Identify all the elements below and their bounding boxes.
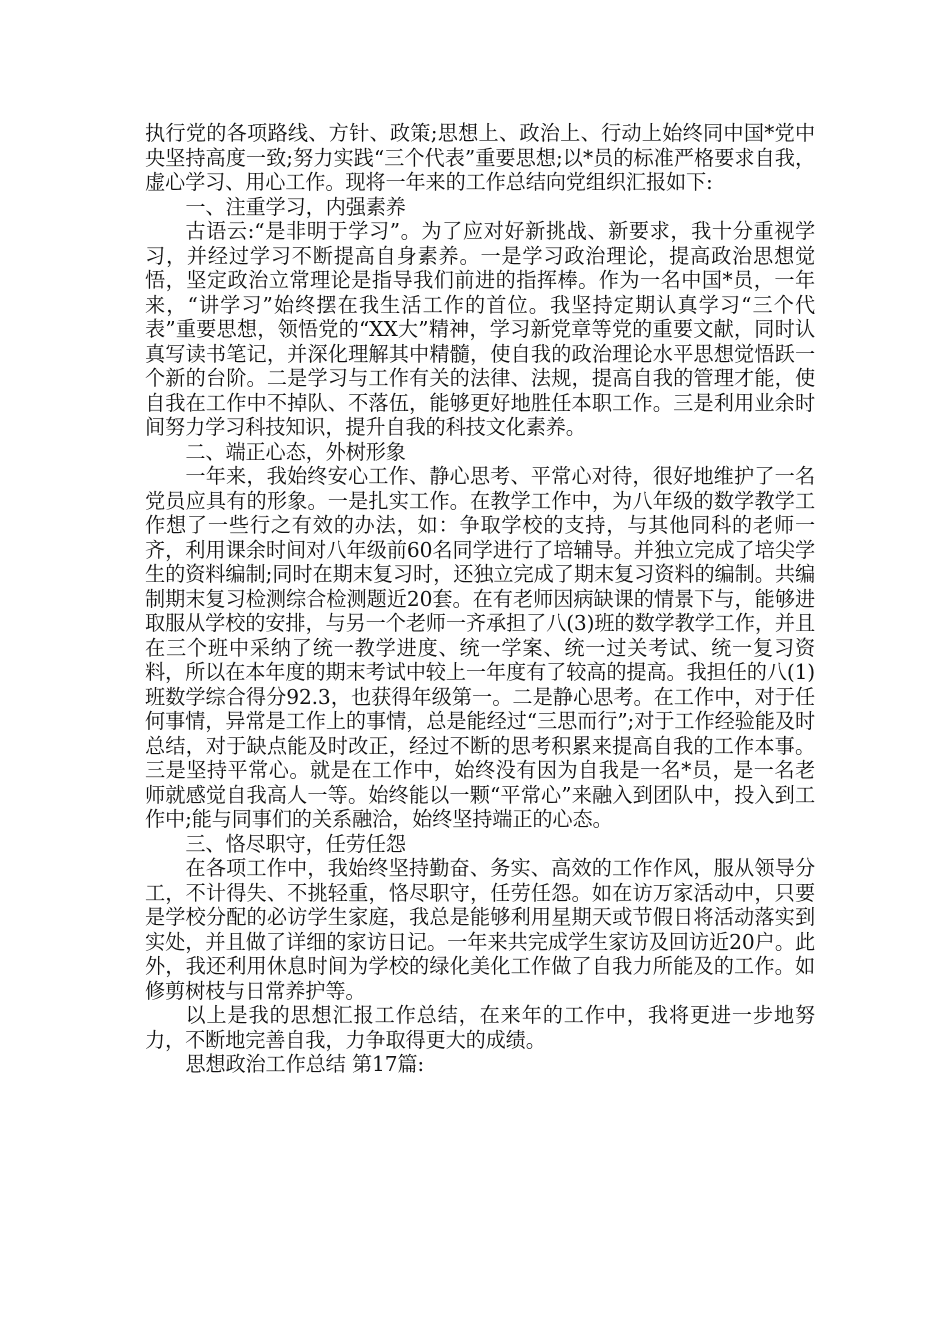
section-1-heading: 一、注重学习，内强素养 [185,194,406,219]
document-page [145,121,815,1077]
closing-paragraph: 以上是我的思想汇报工作总结，在来年的工作中，我将更进一步地努力，不断地完善自我，力争取得更大的成绩。 [145,1003,815,1052]
intro-paragraph: 执行党的各项路线、方针、政策;思想上、政治上、行动上始终同中国*党中央坚持高度一致;努力实践“三个代表”重要思想;以*员的标准严格要求自我，虚心学习、用心工作。现将一年来的工作总结向党组织汇报如下: [145,121,815,194]
section-3-heading: 三、恪尽职守，任劳任怨 [185,831,406,856]
section-2-paragraph: 一年来，我始终安心工作、静心思考、平常心对待，很好地维护了一名党员应具有的形象。一是扎实工作。在教学工作中，为八年级的数学教学工作想了一些行之有效的办法，如：争取学校的支持，与其他同科的老师一齐，利用课余时间对八年级前60名同学进行了培辅导。并独立完成了培尖学生的资料编制;同时在期末复习时，还独立完成了期末复习资料的编制。共编制期末复习检测综合检测题近20套。在有老师因病缺课的情景下与，能够进取服从学校的安排，与另一个老师一齐承担了八(3)班的数学教学工作，并且在三个班中采纳了统一教学进度、统一学案、统一过关考试、统一复习资料，所以在本年度的期末考试中较上一年度有了较高的提高。我担任的八(1)班数学综合得分92.3，也获得年级第一。二是静心思考。在工作中，对于任何事情，异常是工作上的事情，总是能经过“三思而行”;对于工作经验能及时总结，对于缺点能及时改正，经过不断的思考积累来提高自我的工作本事。三是坚持平常心。就是在工作中，始终没有因为自我是一名*员，是一名老师就感觉自我高人一等。始终能以一颗“平常心”来融入到团队中，投入到工作中;能与同事们的关系融洽，始终坚持端正的心态。 [145,464,815,831]
section-1-paragraph: 古语云:“是非明于学习”。为了应对好新挑战、新要求，我十分重视学习，并经过学习不断提高自身素养。一是学习政治理论，提高政治思想觉悟，坚定政治立常理论是指导我们前进的指挥棒。作为一名中国*员，一年来，“讲学习”始终摆在我生活工作的首位。我坚持定期认真学习“三个代表”重要思想，领悟党的“XX大”精神，学习新党章等党的重要文献，同时认真写读书笔记，并深化理解其中精髓，使自我的政治理论水平思想觉悟跃一个新的台阶。二是学习与工作有关的法律、法规，提高自我的管理才能，使自我在工作中不掉队、不落伍，能够更好地胜任本职工作。三是利用业余时间努力学习科技知识，提升自我的科技文化素养。 [145,219,815,439]
next-article-title: 思想政治工作总结 第17篇: [185,1052,425,1076]
section-2-heading: 二、端正心态，外树形象 [185,439,406,464]
section-3-paragraph: 在各项工作中，我始终坚持勤奋、务实、高效的工作作风，服从领导分工，不计得失、不挑轻重，恪尽职守，任劳任怨。如在访万家活动中，只要是学校分配的必访学生家庭，我总是能够利用星期天或节假日将活动落实到实处，并且做了详细的家访日记。一年来共完成学生家访及回访近20户。此外，我还利用休息时间为学校的绿化美化工作做了自我力所能及的工作。如修剪树枝与日常养护等。 [145,856,815,1003]
